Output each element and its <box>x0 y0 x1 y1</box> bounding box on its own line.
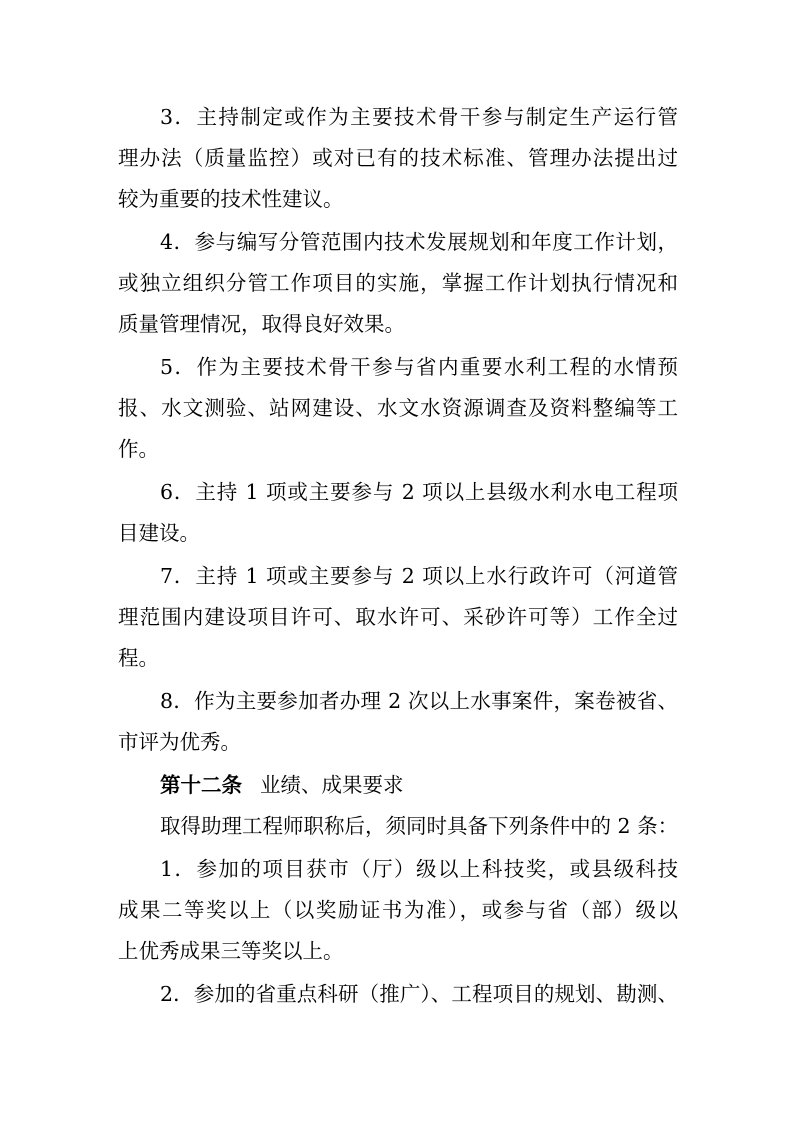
section-heading <box>160 770 678 800</box>
paragraph-8-line-2: 市评为优秀。 <box>118 730 241 754</box>
paragraph-3-line-2: 理办法（质量监控）或对已有的技术标准、管理办法提出过 <box>118 146 678 170</box>
requirement-1-line-1: 1．参加的项目获市（厅）级以上科技奖，或县级科技 <box>160 857 678 881</box>
paragraph-6-line-2: 目建设。 <box>118 521 200 545</box>
paragraph-4-line-1: 4．参与编写分管范围内技术发展规划和年度工作计划， <box>160 230 678 254</box>
section-title: 业绩、成果要求 <box>260 773 404 797</box>
requirement-1-line-3: 上优秀成果三等奖以上。 <box>118 939 344 963</box>
paragraph-6-line-1: 6．主持 1 项或主要参与 2 项以上县级水利水电工程项 <box>160 480 678 504</box>
paragraph-7-line-3: 程。 <box>118 646 159 670</box>
paragraph-7-line-2: 理范围内建设项目许可、取水许可、采砂许可等）工作全过 <box>118 605 678 629</box>
section-number: 第十二条 <box>160 773 242 797</box>
paragraph-5-line-3: 作。 <box>118 437 159 461</box>
paragraph-8-line-1: 8．作为主要参加者办理 2 次以上水事案件，案卷被省、 <box>160 689 678 713</box>
requirement-intro: 取得助理工程师职称后，须同时具备下列条件中的 2 条： <box>160 814 679 838</box>
paragraph-5-line-1: 5．作为主要技术骨干参与省内重要水利工程的水情预 <box>160 355 678 379</box>
paragraph-5-line-2: 报、水文测验、站网建设、水文水资源调查及资料整编等工 <box>118 396 678 420</box>
paragraph-3-line-3: 较为重要的技术性建议。 <box>118 187 344 211</box>
paragraph-4-line-3: 质量管理情况，取得良好效果。 <box>118 312 405 336</box>
paragraph-4-line-2: 或独立组织分管工作项目的实施，掌握工作计划执行情况和 <box>118 271 678 295</box>
requirement-1-line-2: 成果二等奖以上（以奖励证书为准），或参与省（部）级以 <box>118 898 678 922</box>
paragraph-7-line-1: 7．主持 1 项或主要参与 2 项以上水行政许可（河道管 <box>160 564 678 588</box>
paragraph-3-line-1: 3．主持制定或作为主要技术骨干参与制定生产运行管 <box>160 105 678 129</box>
requirement-2-line-1: 2．参加的省重点科研（推广）、工程项目的规划、勘测、 <box>160 982 678 1006</box>
